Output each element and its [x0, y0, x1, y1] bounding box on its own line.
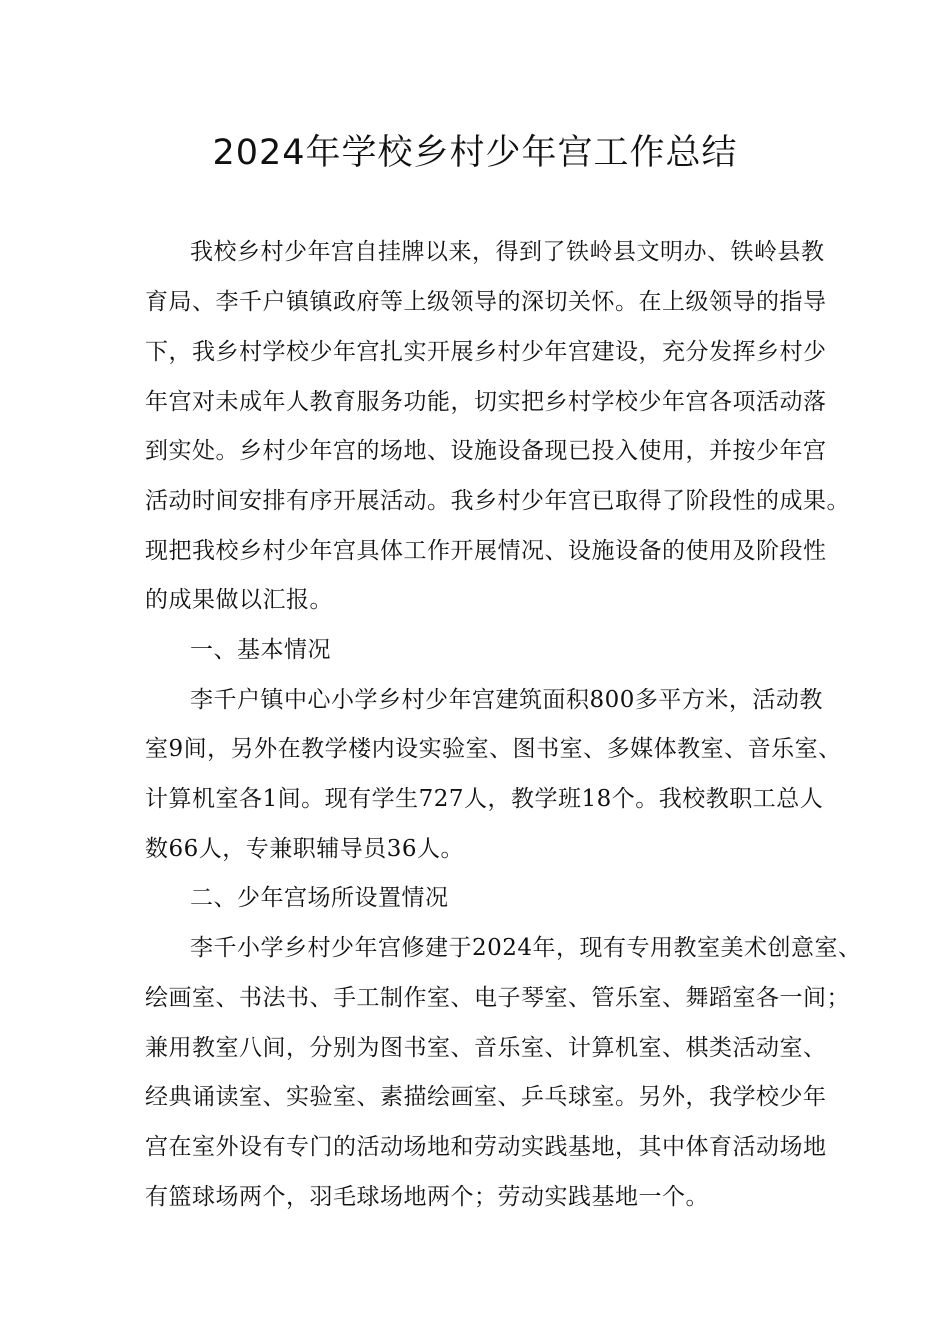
paragraph-line: 兼用教室八间，分别为图书室、音乐室、计算机室、棋类活动室、	[145, 1035, 827, 1061]
paragraph-line: 现把我校乡村少年宫具体工作开展情况、设施设备的使用及阶段性	[145, 538, 827, 564]
paragraph-line: 下，我乡村学校少年宫扎实开展乡村少年宫建设，充分发挥乡村少	[145, 339, 827, 365]
paragraph-line: 李千小学乡村少年宫修建于2024年，现有专用教室美术创意室、	[190, 935, 862, 961]
paragraph-line: 的成果做以汇报。	[145, 587, 333, 613]
section-heading-facilities: 二、少年宫场所设置情况	[190, 885, 449, 911]
paragraph-line: 活动时间安排有序开展活动。我乡村少年宫已取得了阶段性的成果。	[145, 488, 850, 514]
paragraph-line: 数66人，专兼职辅导员36人。	[145, 836, 465, 862]
paragraph-line: 经典诵读室、实验室、素描绘画室、乒乓球室。另外，我学校少年	[145, 1084, 827, 1110]
paragraph-line: 李千户镇中心小学乡村少年宫建筑面积800多平方米，活动教	[190, 687, 823, 713]
paragraph-line: 到实处。乡村少年宫的场地、设施设备现已投入使用，并按少年宫	[145, 438, 827, 464]
paragraph-line: 我校乡村少年宫自挂牌以来，得到了铁岭县文明办、铁岭县教	[190, 239, 825, 265]
paragraph-line: 宫在室外设有专门的活动场地和劳动实践基地，其中体育活动场地	[145, 1134, 827, 1160]
paragraph-line: 室9间，另外在教学楼内设实验室、图书室、多媒体教室、音乐室、	[145, 736, 842, 762]
paragraph-line: 计算机室各1间。现有学生727人，教学班18个。我校教职工总人	[145, 786, 824, 812]
paragraph-line: 年宫对未成年人教育服务功能，切实把乡村学校少年宫各项活动落	[145, 389, 827, 415]
paragraph-line: 育局、李千户镇镇政府等上级领导的深切关怀。在上级领导的指导	[145, 289, 827, 315]
paragraph-line: 绘画室、书法书、手工制作室、电子琴室、管乐室、舞蹈室各一间；	[145, 985, 850, 1011]
section-heading-basic: 一、基本情况	[190, 637, 331, 663]
document-title: 2024年学校乡村少年宫工作总结	[212, 133, 738, 173]
paragraph-line: 有篮球场两个，羽毛球场地两个；劳动实践基地一个。	[145, 1184, 709, 1210]
